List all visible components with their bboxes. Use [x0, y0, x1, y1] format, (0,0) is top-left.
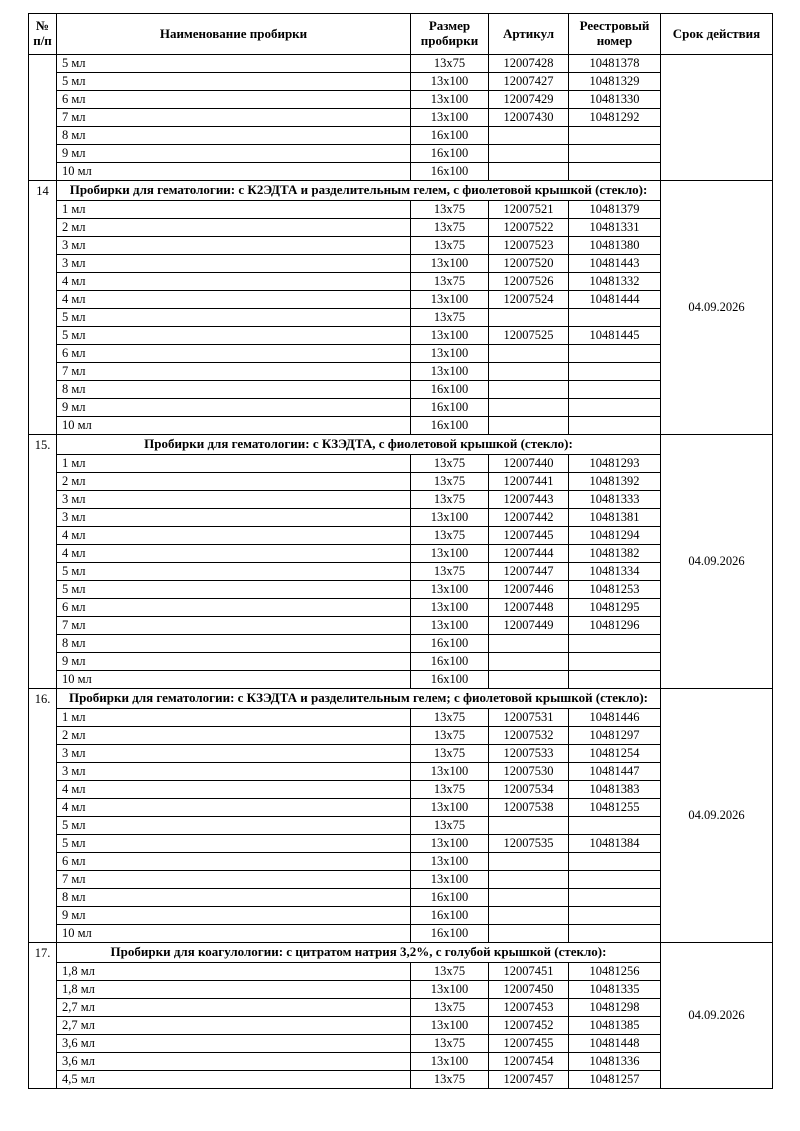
col-header-number: № п/п — [29, 14, 57, 55]
validity-term-cell: 04.09.2026 — [661, 434, 773, 688]
tube-name-cell: 9 мл — [57, 652, 411, 670]
registry-number-cell: 10481378 — [569, 55, 661, 73]
tube-name-cell: 8 мл — [57, 888, 411, 906]
tube-name-cell: 3,6 мл — [57, 1052, 411, 1070]
article-cell — [489, 924, 569, 942]
registry-number-cell: 10481444 — [569, 290, 661, 308]
tube-name-cell: 9 мл — [57, 145, 411, 163]
article-cell: 12007444 — [489, 544, 569, 562]
tube-name-cell: 2 мл — [57, 472, 411, 490]
tube-name-cell: 9 мл — [57, 398, 411, 416]
article-cell: 12007443 — [489, 490, 569, 508]
article-cell — [489, 816, 569, 834]
tubes-registry-table — [28, 13, 773, 1089]
tube-size-cell: 13x75 — [411, 998, 489, 1016]
registry-number-cell — [569, 852, 661, 870]
tube-name-cell: 5 мл — [57, 834, 411, 852]
registry-number-cell: 10481293 — [569, 454, 661, 472]
registry-number-cell: 10481292 — [569, 109, 661, 127]
article-cell: 12007524 — [489, 290, 569, 308]
tube-size-cell: 13x75 — [411, 1034, 489, 1052]
col-header-registry-number: Реестровый номер — [569, 14, 661, 55]
tube-name-cell: 10 мл — [57, 670, 411, 688]
article-cell: 12007530 — [489, 762, 569, 780]
registry-number-cell: 10481447 — [569, 762, 661, 780]
article-cell: 12007430 — [489, 109, 569, 127]
validity-term-cell: 04.09.2026 — [661, 942, 773, 1088]
tube-name-cell: 4 мл — [57, 780, 411, 798]
article-cell: 12007526 — [489, 272, 569, 290]
tube-size-cell: 13x100 — [411, 326, 489, 344]
tube-size-cell: 13x75 — [411, 1070, 489, 1088]
tube-name-cell: 2,7 мл — [57, 1016, 411, 1034]
registry-number-cell: 10481253 — [569, 580, 661, 598]
article-cell — [489, 308, 569, 326]
tube-size-cell: 16x100 — [411, 416, 489, 434]
tube-name-cell: 3 мл — [57, 490, 411, 508]
tube-name-cell: 3 мл — [57, 236, 411, 254]
section-number-cell — [29, 55, 57, 181]
registry-number-cell — [569, 670, 661, 688]
section-title-row — [29, 942, 773, 962]
registry-number-cell: 10481255 — [569, 798, 661, 816]
table-header — [29, 14, 773, 55]
tube-name-cell: 4,5 мл — [57, 1070, 411, 1088]
registry-number-cell: 10481256 — [569, 962, 661, 980]
article-cell — [489, 398, 569, 416]
section-title-row — [29, 181, 773, 201]
registry-number-cell: 10481445 — [569, 326, 661, 344]
section-title-row — [29, 688, 773, 708]
tube-name-cell: 5 мл — [57, 580, 411, 598]
tube-name-cell: 7 мл — [57, 109, 411, 127]
article-cell: 12007521 — [489, 200, 569, 218]
registry-number-cell: 10481335 — [569, 980, 661, 998]
col-header-validity-term: Срок действия — [661, 14, 773, 55]
registry-number-cell: 10481385 — [569, 1016, 661, 1034]
article-cell — [489, 362, 569, 380]
registry-number-cell: 10481333 — [569, 490, 661, 508]
article-cell — [489, 344, 569, 362]
tube-name-cell: 1 мл — [57, 200, 411, 218]
registry-number-cell: 10481294 — [569, 526, 661, 544]
article-cell: 12007534 — [489, 780, 569, 798]
registry-number-cell — [569, 816, 661, 834]
tube-size-cell: 13x75 — [411, 708, 489, 726]
registry-number-cell: 10481448 — [569, 1034, 661, 1052]
article-cell — [489, 380, 569, 398]
article-cell — [489, 852, 569, 870]
registry-number-cell — [569, 380, 661, 398]
article-cell: 12007525 — [489, 326, 569, 344]
tube-name-cell: 3 мл — [57, 508, 411, 526]
tube-size-cell: 13x75 — [411, 562, 489, 580]
registry-number-cell: 10481392 — [569, 472, 661, 490]
tube-name-cell: 5 мл — [57, 55, 411, 73]
section-title: Пробирки для гематологии: с КЗЭДТА, с фиолетовой крышкой (стекло): — [57, 434, 661, 454]
tube-size-cell: 13x75 — [411, 236, 489, 254]
tube-name-cell: 5 мл — [57, 326, 411, 344]
tube-size-cell: 13x100 — [411, 798, 489, 816]
article-cell: 12007446 — [489, 580, 569, 598]
registry-number-cell — [569, 888, 661, 906]
tube-name-cell: 4 мл — [57, 798, 411, 816]
article-cell: 12007532 — [489, 726, 569, 744]
registry-number-cell — [569, 163, 661, 181]
registry-number-cell: 10481297 — [569, 726, 661, 744]
article-cell: 12007447 — [489, 562, 569, 580]
section-title-row — [29, 434, 773, 454]
tube-name-cell: 8 мл — [57, 380, 411, 398]
article-cell — [489, 634, 569, 652]
tube-size-cell: 16x100 — [411, 924, 489, 942]
article-cell: 12007531 — [489, 708, 569, 726]
col-header-tube-name: Наименование пробирки — [57, 14, 411, 55]
tube-name-cell: 3 мл — [57, 762, 411, 780]
article-cell: 12007427 — [489, 73, 569, 91]
tube-size-cell: 13x100 — [411, 598, 489, 616]
col-header-article: Артикул — [489, 14, 569, 55]
article-cell: 12007455 — [489, 1034, 569, 1052]
article-cell: 12007428 — [489, 55, 569, 73]
article-cell — [489, 870, 569, 888]
tube-size-cell: 13x75 — [411, 55, 489, 73]
tube-name-cell: 4 мл — [57, 272, 411, 290]
tube-name-cell: 9 мл — [57, 906, 411, 924]
registry-number-cell — [569, 870, 661, 888]
article-cell — [489, 906, 569, 924]
registry-number-cell — [569, 344, 661, 362]
tube-name-cell: 4 мл — [57, 290, 411, 308]
article-cell — [489, 670, 569, 688]
tube-name-cell: 4 мл — [57, 544, 411, 562]
tube-name-cell: 1 мл — [57, 454, 411, 472]
table-body — [29, 55, 773, 1089]
registry-number-cell: 10481382 — [569, 544, 661, 562]
tube-size-cell: 13x100 — [411, 254, 489, 272]
article-cell: 12007452 — [489, 1016, 569, 1034]
tube-size-cell: 13x100 — [411, 73, 489, 91]
article-cell: 12007449 — [489, 616, 569, 634]
tube-size-cell: 13x75 — [411, 218, 489, 236]
registry-number-cell — [569, 362, 661, 380]
registry-number-cell: 10481334 — [569, 562, 661, 580]
tube-name-cell: 7 мл — [57, 362, 411, 380]
validity-term-cell: 04.09.2026 — [661, 181, 773, 435]
tube-size-cell: 16x100 — [411, 634, 489, 652]
article-cell: 12007522 — [489, 218, 569, 236]
tube-size-cell: 16x100 — [411, 380, 489, 398]
section-number-cell: 14 — [29, 181, 57, 435]
section-title: Пробирки для гематологии: с К2ЭДТА и разделительным гелем, с фиолетовой крышкой (стекло): — [57, 181, 661, 201]
section-number-cell: 15. — [29, 434, 57, 688]
tube-name-cell: 6 мл — [57, 852, 411, 870]
article-cell: 12007520 — [489, 254, 569, 272]
registry-number-cell: 10481443 — [569, 254, 661, 272]
registry-number-cell — [569, 634, 661, 652]
tube-size-cell: 13x100 — [411, 362, 489, 380]
article-cell: 12007533 — [489, 744, 569, 762]
registry-number-cell: 10481296 — [569, 616, 661, 634]
article-cell: 12007454 — [489, 1052, 569, 1070]
tube-size-cell: 13x100 — [411, 508, 489, 526]
registry-number-cell — [569, 924, 661, 942]
tube-name-cell: 6 мл — [57, 91, 411, 109]
tube-size-cell: 13x100 — [411, 870, 489, 888]
section-number-cell: 17. — [29, 942, 57, 1088]
registry-number-cell: 10481257 — [569, 1070, 661, 1088]
tube-name-cell: 1,8 мл — [57, 962, 411, 980]
tube-size-cell: 13x100 — [411, 852, 489, 870]
registry-number-cell: 10481330 — [569, 91, 661, 109]
tube-size-cell: 16x100 — [411, 652, 489, 670]
tube-name-cell: 7 мл — [57, 616, 411, 634]
registry-number-cell — [569, 416, 661, 434]
article-cell: 12007535 — [489, 834, 569, 852]
tube-size-cell: 13x100 — [411, 980, 489, 998]
tube-size-cell: 13x75 — [411, 962, 489, 980]
registry-number-cell — [569, 127, 661, 145]
tube-size-cell: 13x100 — [411, 544, 489, 562]
article-cell: 12007448 — [489, 598, 569, 616]
validity-term-cell — [661, 55, 773, 181]
article-cell: 12007429 — [489, 91, 569, 109]
registry-number-cell: 10481446 — [569, 708, 661, 726]
section-title: Пробирки для коагулологии: с цитратом натрия 3,2%, с голубой крышкой (стекло): — [57, 942, 661, 962]
registry-number-cell: 10481336 — [569, 1052, 661, 1070]
tube-name-cell: 2,7 мл — [57, 998, 411, 1016]
tube-size-cell: 13x75 — [411, 526, 489, 544]
registry-number-cell: 10481298 — [569, 998, 661, 1016]
tube-name-cell: 8 мл — [57, 634, 411, 652]
article-cell: 12007451 — [489, 962, 569, 980]
registry-number-cell — [569, 308, 661, 326]
article-cell: 12007441 — [489, 472, 569, 490]
tube-name-cell: 5 мл — [57, 73, 411, 91]
article-cell: 12007538 — [489, 798, 569, 816]
article-cell — [489, 145, 569, 163]
tube-name-cell: 4 мл — [57, 526, 411, 544]
tube-size-cell: 13x75 — [411, 780, 489, 798]
tube-size-cell: 13x75 — [411, 308, 489, 326]
article-cell — [489, 888, 569, 906]
registry-number-cell: 10481295 — [569, 598, 661, 616]
header-row — [29, 14, 773, 55]
registry-number-cell: 10481380 — [569, 236, 661, 254]
tube-name-cell: 5 мл — [57, 308, 411, 326]
tube-name-cell: 3,6 мл — [57, 1034, 411, 1052]
col-header-tube-size: Размер пробирки — [411, 14, 489, 55]
article-cell: 12007445 — [489, 526, 569, 544]
tube-size-cell: 13x100 — [411, 1052, 489, 1070]
tube-size-cell: 13x75 — [411, 726, 489, 744]
tube-size-cell: 13x100 — [411, 290, 489, 308]
article-cell: 12007523 — [489, 236, 569, 254]
tube-size-cell: 13x100 — [411, 1016, 489, 1034]
tube-name-cell: 5 мл — [57, 816, 411, 834]
registry-number-cell: 10481332 — [569, 272, 661, 290]
article-cell: 12007440 — [489, 454, 569, 472]
section-title: Пробирки для гематологии: с КЗЭДТА и разделительным гелем; с фиолетовой крышкой (стекло): — [57, 688, 661, 708]
tube-name-cell: 2 мл — [57, 218, 411, 236]
registry-number-cell — [569, 652, 661, 670]
article-cell — [489, 163, 569, 181]
tube-size-cell: 13x75 — [411, 272, 489, 290]
tube-name-cell: 5 мл — [57, 562, 411, 580]
registry-number-cell: 10481383 — [569, 780, 661, 798]
registry-number-cell: 10481379 — [569, 200, 661, 218]
tube-name-cell: 3 мл — [57, 254, 411, 272]
tube-name-cell: 1 мл — [57, 708, 411, 726]
tube-size-cell: 13x75 — [411, 490, 489, 508]
tube-size-cell: 16x100 — [411, 670, 489, 688]
tube-size-cell: 13x100 — [411, 762, 489, 780]
article-cell — [489, 416, 569, 434]
tube-size-cell: 16x100 — [411, 127, 489, 145]
tube-size-cell: 16x100 — [411, 163, 489, 181]
article-cell: 12007453 — [489, 998, 569, 1016]
tube-size-cell: 16x100 — [411, 906, 489, 924]
tube-name-cell: 3 мл — [57, 744, 411, 762]
tube-name-cell: 7 мл — [57, 870, 411, 888]
registry-number-cell: 10481381 — [569, 508, 661, 526]
registry-number-cell: 10481384 — [569, 834, 661, 852]
tube-size-cell: 13x75 — [411, 454, 489, 472]
tube-name-cell: 6 мл — [57, 598, 411, 616]
article-cell: 12007450 — [489, 980, 569, 998]
tube-size-cell: 13x100 — [411, 834, 489, 852]
tube-name-cell: 10 мл — [57, 416, 411, 434]
tube-size-cell: 16x100 — [411, 398, 489, 416]
tube-size-cell: 13x100 — [411, 91, 489, 109]
article-cell: 12007442 — [489, 508, 569, 526]
tube-size-cell: 13x75 — [411, 816, 489, 834]
data-row — [29, 55, 773, 73]
tube-name-cell: 10 мл — [57, 163, 411, 181]
tube-size-cell: 13x100 — [411, 344, 489, 362]
registry-number-cell — [569, 398, 661, 416]
tube-name-cell: 10 мл — [57, 924, 411, 942]
validity-term-cell: 04.09.2026 — [661, 688, 773, 942]
registry-number-cell — [569, 906, 661, 924]
tube-size-cell: 13x100 — [411, 580, 489, 598]
registry-number-cell: 10481254 — [569, 744, 661, 762]
article-cell — [489, 127, 569, 145]
registry-number-cell: 10481329 — [569, 73, 661, 91]
tube-name-cell: 1,8 мл — [57, 980, 411, 998]
tube-size-cell: 13x75 — [411, 472, 489, 490]
article-cell — [489, 652, 569, 670]
tube-size-cell: 13x100 — [411, 109, 489, 127]
tube-size-cell: 13x100 — [411, 616, 489, 634]
tube-name-cell: 6 мл — [57, 344, 411, 362]
tube-size-cell: 13x75 — [411, 744, 489, 762]
registry-number-cell: 10481331 — [569, 218, 661, 236]
article-cell: 12007457 — [489, 1070, 569, 1088]
tube-size-cell: 16x100 — [411, 145, 489, 163]
tube-name-cell: 2 мл — [57, 726, 411, 744]
registry-number-cell — [569, 145, 661, 163]
section-number-cell: 16. — [29, 688, 57, 942]
tube-size-cell: 13x75 — [411, 200, 489, 218]
tube-name-cell: 8 мл — [57, 127, 411, 145]
tube-size-cell: 16x100 — [411, 888, 489, 906]
